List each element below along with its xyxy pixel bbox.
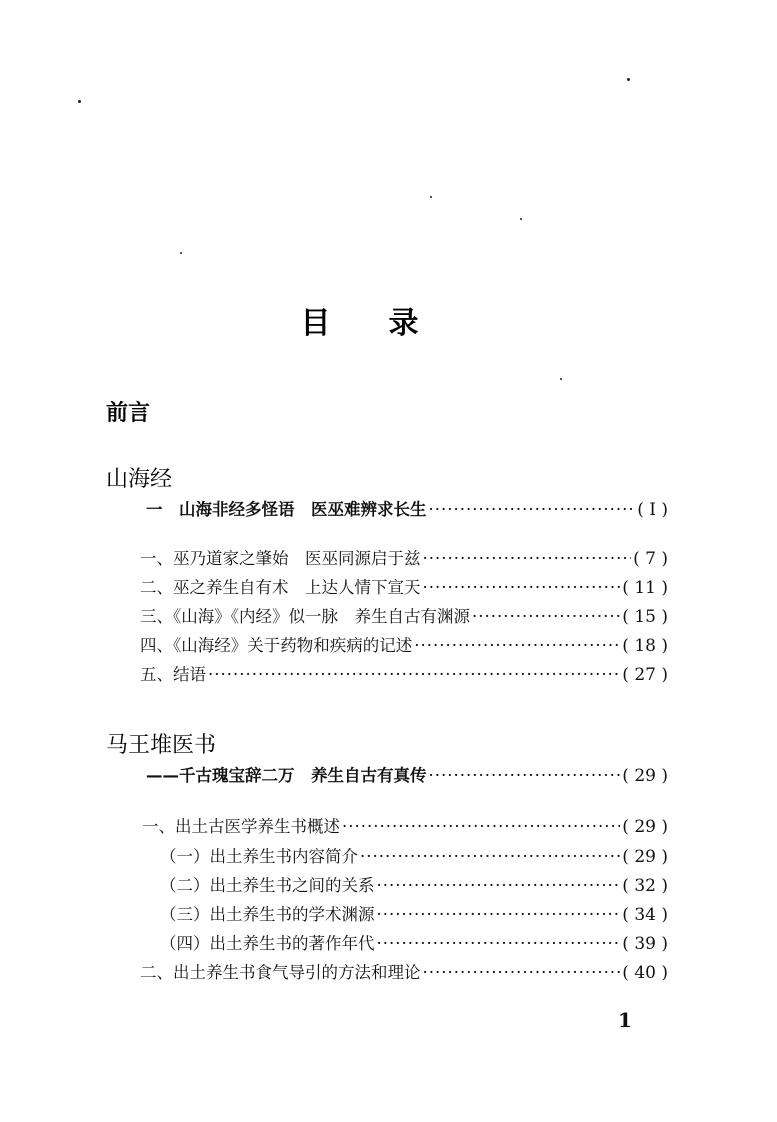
scan-speck [560, 378, 562, 380]
scan-speck [520, 218, 522, 220]
leader-dots [429, 500, 636, 519]
toc-entry-page: ( I ) [637, 500, 668, 520]
leader-dots [342, 817, 620, 836]
toc-entry-label: 一、巫乃道家之肇始 医巫同源启于兹 [140, 549, 421, 568]
toc-entry-label: 四、《山海经》关于药物和疾病的记述 [140, 636, 413, 655]
toc-entry[interactable] [140, 661, 668, 687]
toc-entry-page: ( 34 ) [622, 905, 668, 925]
toc-entry-page: ( 7 ) [633, 549, 668, 569]
toc-entry-page: ( 15 ) [622, 607, 668, 627]
toc-entry-label: 一 山海非经多怪语 医巫难辨求长生 [146, 500, 427, 519]
toc-entry-page: ( 40 ) [622, 963, 668, 983]
toc-entry-label: （一）出土养生书内容简介 [160, 847, 358, 866]
leader-dots [414, 636, 620, 655]
toc-entry-label: （三）出土养生书的学术渊源 [160, 905, 375, 924]
toc-entry[interactable] [160, 843, 668, 869]
section-preface[interactable]: 前言 [106, 401, 151, 426]
page-number: 1 [618, 1008, 632, 1032]
leader-dots [377, 934, 621, 953]
toc-entry-page: ( 18 ) [622, 636, 668, 656]
toc-entry-label: 三、《山海》《内经》似一脉 养生自古有渊源 [140, 607, 470, 626]
toc-entry-label: ——千古瑰宝辞二万 养生自古有真传 [146, 766, 427, 785]
toc-entry-label: 二、出土养生书食气导引的方法和理论 [140, 963, 421, 982]
section-mawangdui[interactable]: 马王堆医书 [106, 733, 217, 758]
leader-dots [360, 847, 620, 866]
scan-speck [78, 100, 81, 103]
toc-subtitle-shanhaijing[interactable] [146, 496, 668, 522]
toc-entry-page: ( 32 ) [622, 876, 668, 896]
scan-speck [430, 196, 432, 198]
toc-entry[interactable] [140, 545, 668, 571]
toc-entry[interactable] [140, 632, 668, 658]
toc-entry-page: ( 27 ) [622, 665, 668, 685]
scan-speck [180, 252, 182, 254]
leader-dots [472, 607, 620, 626]
toc-entry-page: ( 29 ) [622, 817, 668, 837]
toc-entry-page: ( 29 ) [622, 766, 668, 786]
scan-speck [627, 78, 630, 81]
toc-entry[interactable] [160, 901, 668, 927]
leader-dots [423, 549, 632, 568]
toc-entry[interactable] [160, 872, 668, 898]
toc-entry[interactable] [140, 574, 668, 600]
toc-subtitle-mawangdui[interactable] [146, 762, 668, 788]
toc-entry[interactable] [160, 930, 668, 956]
toc-entry-label: 二、巫之养生自有术 上达人情下宣天 [140, 578, 421, 597]
toc-entry-label: （四）出土养生书的著作年代 [160, 934, 375, 953]
leader-dots [429, 766, 621, 785]
leader-dots [208, 665, 620, 684]
toc-entry-label: 一、出土古医学养生书概述 [142, 817, 340, 836]
leader-dots [377, 876, 621, 895]
toc-entry[interactable] [140, 959, 668, 985]
leader-dots [377, 905, 621, 924]
leader-dots [423, 963, 621, 982]
section-shanhaijing[interactable]: 山海经 [106, 467, 173, 492]
toc-entry-page: ( 39 ) [622, 934, 668, 954]
toc-entry-page: ( 29 ) [622, 847, 668, 867]
toc-entry[interactable] [142, 813, 668, 839]
leader-dots [423, 578, 621, 597]
toc-entry-label: 五、结语 [140, 665, 206, 684]
page-title: 目录 [300, 306, 477, 341]
toc-entry-label: （二）出土养生书之间的关系 [160, 876, 375, 895]
toc-entry-page: ( 11 ) [622, 578, 668, 598]
toc-entry[interactable] [140, 603, 668, 629]
